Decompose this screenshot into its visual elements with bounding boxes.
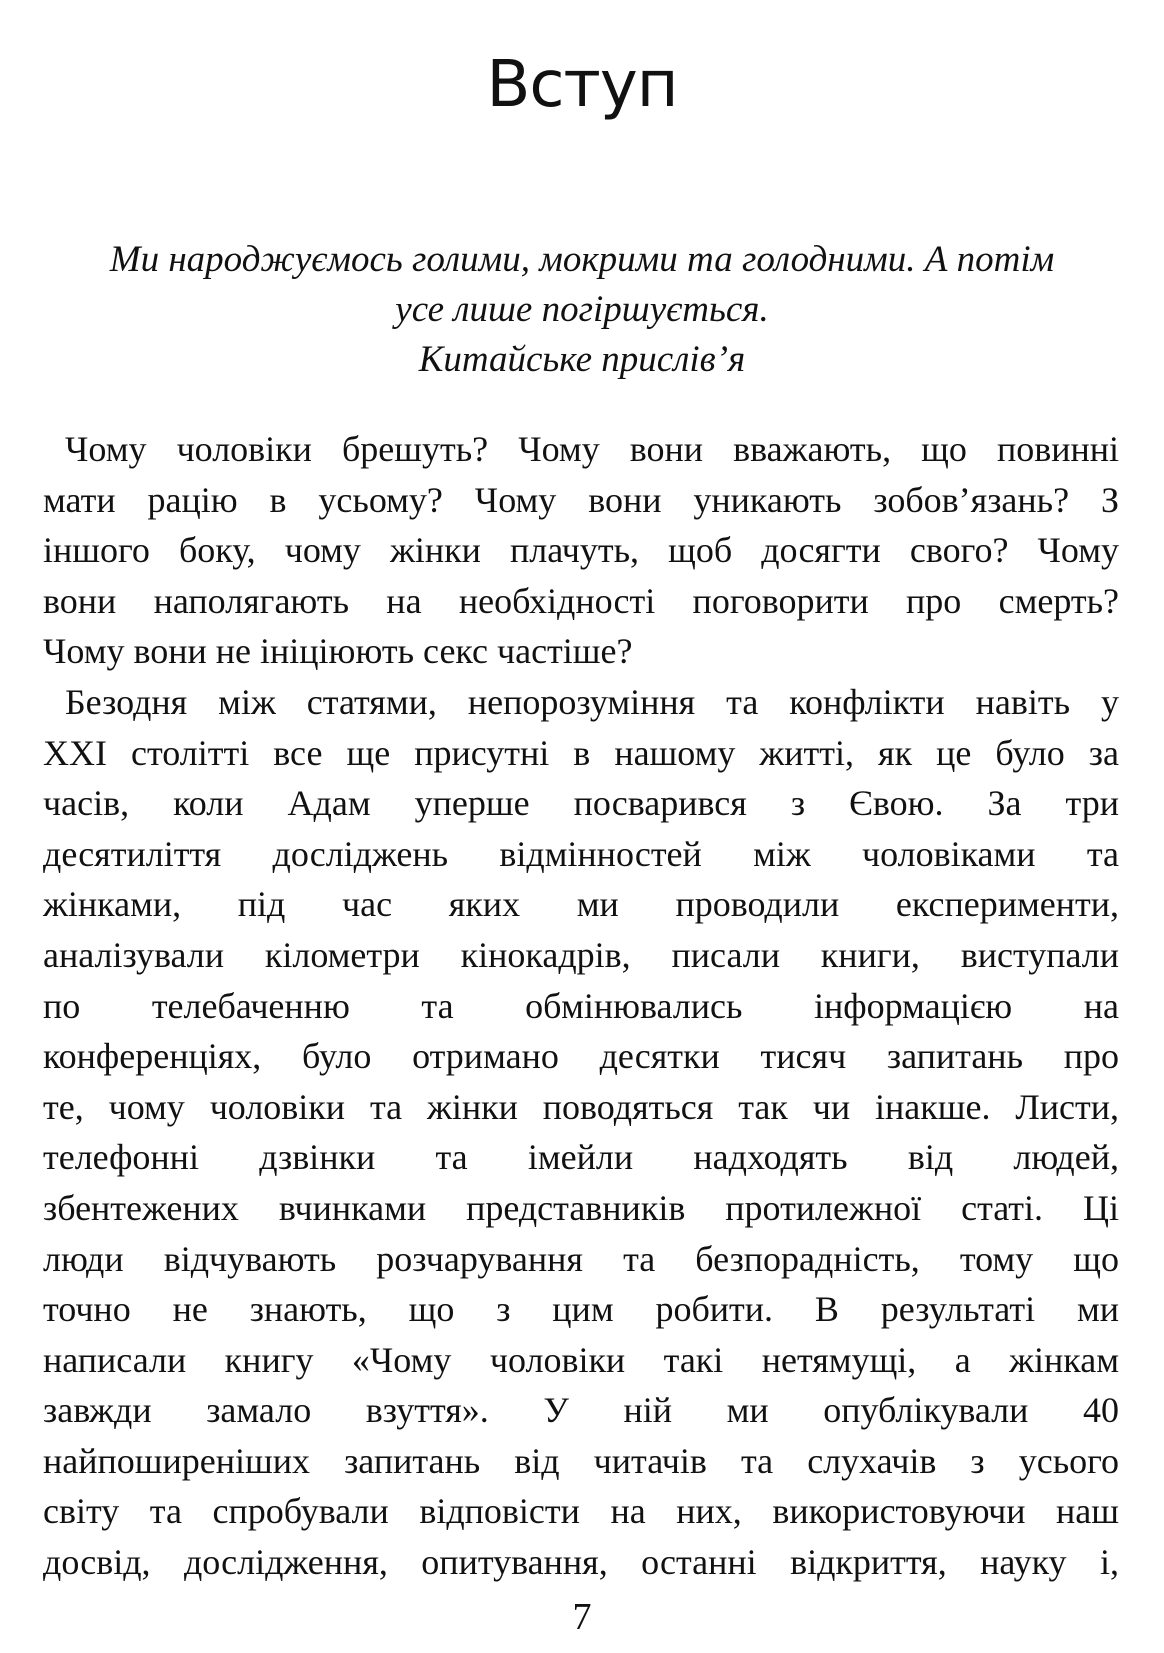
text-line: завжди замало взуття». У ній ми опублікували 40 xyxy=(43,1390,1119,1431)
text-line: Безодня між статями, непорозуміння та конфлікти навіть у xyxy=(65,681,1119,722)
text-line: вони наполягають на необхідності поговорити про смерть? xyxy=(43,580,1119,621)
epigraph xyxy=(55,235,1109,385)
text-line: збентежених вчинками представників протилежної статі. Ці xyxy=(43,1187,1119,1228)
text-line: мати рацію в усьому? Чому вони уникають зобов’язань? З xyxy=(43,479,1119,520)
text-line: XXI столітті все ще присутні в нашому житті, як це було за xyxy=(43,732,1119,773)
epigraph-line: Ми народжуємось голими, мокрими та голодними. А потім xyxy=(109,239,1055,280)
epigraph-line: усе лише погіршується. xyxy=(395,289,769,330)
text-line: написали книгу «Чому чоловіки такі нетямущі, а жінкам xyxy=(43,1339,1119,1380)
chapter-title: Вступ xyxy=(486,48,678,122)
text-line: Чому вони не ініціюють секс частіше? xyxy=(43,631,633,672)
page-number: 7 xyxy=(572,1596,592,1638)
text-line: люди відчувають розчарування та безпорадність, тому що xyxy=(43,1238,1119,1279)
body-text xyxy=(43,424,1119,1588)
text-line: десятиліття досліджень відмінностей між чоловіками та xyxy=(43,833,1119,874)
text-line: Чому чоловіки брешуть? Чому вони вважають, що повинні xyxy=(65,429,1119,469)
text-line: телефонні дзвінки та імейли надходять від людей, xyxy=(43,1137,1119,1178)
text-line: досвід, дослідження, опитування, останні відкриття, науку і, xyxy=(43,1542,1119,1583)
text-line: іншого боку, чому жінки плачуть, щоб досягти свого? Чому xyxy=(43,530,1119,571)
text-line: часів, коли Адам уперше посварився з Євою. За три xyxy=(43,783,1119,824)
epigraph-attribution: Китайське прислів’я xyxy=(418,339,746,380)
paragraph xyxy=(43,677,1119,1588)
text-line: найпоширеніших запитань від читачів та слухачів з усього xyxy=(43,1440,1119,1481)
text-line: аналізували кілометри кінокадрів, писали книги, виступали xyxy=(43,934,1119,975)
text-line: жінками, під час яких ми проводили експерименти, xyxy=(43,884,1119,925)
paragraph xyxy=(43,424,1119,677)
text-line: точно не знають, що з цим робити. В результаті ми xyxy=(43,1289,1119,1330)
text-line: по телебаченню та обмінювались інформацією на xyxy=(43,985,1119,1026)
text-line: те, чому чоловіки та жінки поводяться так чи інакше. Листи, xyxy=(43,1086,1119,1127)
text-line: конференціях, було отримано десятки тисяч запитань про xyxy=(43,1036,1119,1077)
text-line: світу та спробували відповісти на них, використовуючи наш xyxy=(43,1491,1119,1532)
